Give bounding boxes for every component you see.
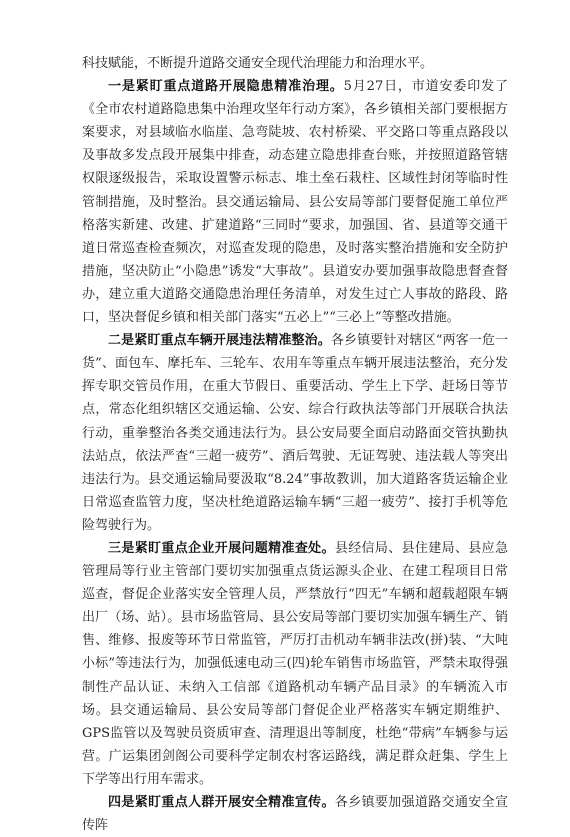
paragraph-enterprise-issues — [82, 537, 508, 791]
paragraph-lead: 三是紧盯重点企业开展问题精准查处。 — [108, 540, 335, 556]
paragraph-lead: 四是紧盯重点人群开展安全精准宣传。 — [108, 795, 335, 810]
paragraph-text: 各乡镇要加强道路交通安全宣传阵 — [82, 795, 508, 834]
paragraph-intro-continuation — [82, 52, 508, 75]
paragraph-road-hazards — [82, 75, 508, 329]
document-body — [82, 52, 508, 837]
paragraph-text: 各乡镇要针对辖区“两客一危一货”、面包车、摩托车、三轮车、农用车等重点车辆开展违法整治，充分发挥专职交管员作用，在重大节假日、重要活动、学生上下学、赶场日等节点，常态化组织辖区交通运输、公安、综合行政执法等部门开展联合执法行动，重拳整治各类交通违法行为。县公安局要全面启动路面交管执勤执法站点，依法严查“三超一疲劳”、酒后驾驶、无证驾驶、违法载人等突出违法行为。县交通运输局要汲取“8.24”事故教训，加大道路客货运输企业日常巡查监管力度，坚决杜绝道路运输车辆“三超一疲劳”、接打手机等危险驾驶行为。 — [82, 333, 508, 533]
paragraph-text: 5月27日，市道安委印发了《全市农村道路隐患集中治理攻坚年行动方案》，各乡镇相关部门要根据方案要求，对县域临水临崖、急弯陡坡、农村桥梁、平交路口等重点路段以及事故多发点段开展集中排查，动态建立隐患排查台账，并按照道路管辖权限逐级报告，采取设置警示标志、堆土垒石栽柱、区域性封闭等临时性管制措施，及时整治。县交通运输局、县公安局等部门要督促施工单位严格落实新建、改建、扩建道路“三同时”要求，加强国、省、县道等交通干道日常巡查检查频次，对巡查发现的隐患，及时落实整治措施和安全防护措施，坚决防止“小隐患”诱发“大事故”。县道安办要加强事故隐患督查督办，建立重大道路交通隐患治理任务清单，对发生过亡人事故的路段、路口，坚决督促乡镇和相关部门落实“五必上”“三必上”等整改措施。 — [82, 79, 508, 326]
paragraph-text: 科技赋能，不断提升道路交通安全现代治理能力和治理水平。 — [82, 56, 434, 71]
paragraph-safety-publicity — [82, 791, 508, 837]
paragraph-lead: 二是紧盯重点车辆开展违法精准整治。 — [108, 333, 331, 349]
paragraph-text: 县经信局、县住建局、县应急管理局等行业主管部门要切实加强重点货运源头企业、在建工程项目日常巡查，督促企业落实安全管理人员，严禁放行“四无”车辆和超载超限车辆出厂（场、站）。县市场监管局、县公安局等部门要切实加强车辆生产、销售、维修、报废等环节日常监管，严厉打击机动车辆非法改(拼)装、“大吨小标”等违法行为，加强低速电动三(四)轮车销售市场监管，严禁未取得强制性产品认证、未纳入工信部《道路机动车辆产品目录》的车辆流入市场。县交通运输局、县公安局等部门督促企业严格落实车辆定期维护、GPS监管以及驾驶员资质审查、清理退出等制度，杜绝“带病”车辆参与运营。广运集团剑阁公司要科学定制农村客运路线，满足群众赶集、学生上下学等出行用车需求。 — [82, 540, 508, 787]
paragraph-vehicle-violations — [82, 329, 508, 537]
paragraph-lead: 一是紧盯重点道路开展隐患精准治理。 — [108, 79, 344, 95]
